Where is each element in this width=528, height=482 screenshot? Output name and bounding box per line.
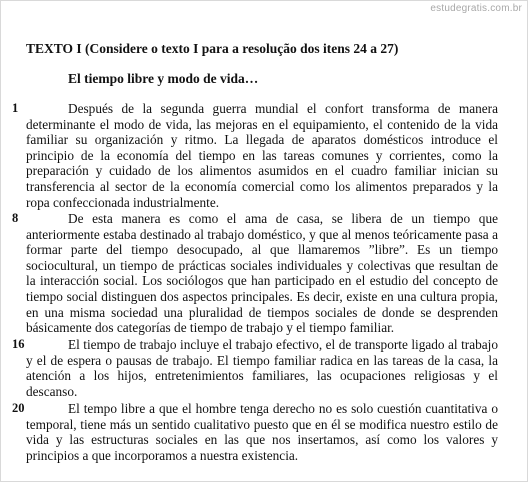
paragraph-3: El tiempo de trabajo incluye el trabajo efectivo, el de transporte ligado al trabajo y el de espera o pausas de trabajo. El tiempo familiar radica en las tareas de la casa, la atención a los hijos, entretenimientos familiares, las ocupaciones religiosas y el descanso. <box>26 337 498 399</box>
line-number-1: 1 <box>12 101 19 115</box>
text-subtitle: El tiempo libre y modo de vida… <box>68 71 259 86</box>
line-number-20: 20 <box>12 401 25 415</box>
text-heading: TEXTO I (Considere o texto I para a resolução dos itens 24 a 27) <box>26 41 399 56</box>
line-number-8: 8 <box>12 211 19 225</box>
watermark: estudegratis.com.br <box>430 3 522 14</box>
paragraph-2: De esta manera es como el ama de casa, se libera de un tiempo que anteriormente estaba destinado al trabajo doméstico, y que al menos teóricamente pasa a formar parte del tiempo desocupado, al que llamaremos ”libre”. Es un tiempo sociocultural, un tiempo de prácticas sociales individuales y colectivas que resultan de la interacción social. Los sociólogos que han participado en el estudio del concepto de tiempo social distinguen dos aspectos principales. Es decir, existe en una cultura propia, en una misma sociedad una pluralidad de tiempos sociales de donde se desprenden básicamente dos categorías de tiempo de trabajo y el tiempo familiar. <box>26 211 498 336</box>
paragraph-4: El tempo libre a que el hombre tenga derecho no es solo cuestión cuantitativa o temporal, tiene más un sentido cualitativo puesto que en él se modifica nuestro estilo de vida y las estructuras sociales en las que nos insertamos, así como los valores y principios a que incorporamos a nuestra existencia. <box>26 401 498 463</box>
line-number-16: 16 <box>12 337 25 351</box>
paragraph-1: Después de la segunda guerra mundial el confort transforma de manera determinante el modo de vida, las mejoras en el equipamiento, el contenido de la vida familiar su organización y ritmo. La llegada de aparatos domésticos introduce el principio de la economía del tiempo en las tareas comunes y corrientes, como la preparación y cuidado de los alimentos asumidos en el cuadro familiar inician su transferencia al sector de la economía comercial como los alimentos preparados y la ropa confeccionada industrialmente. <box>26 101 498 210</box>
